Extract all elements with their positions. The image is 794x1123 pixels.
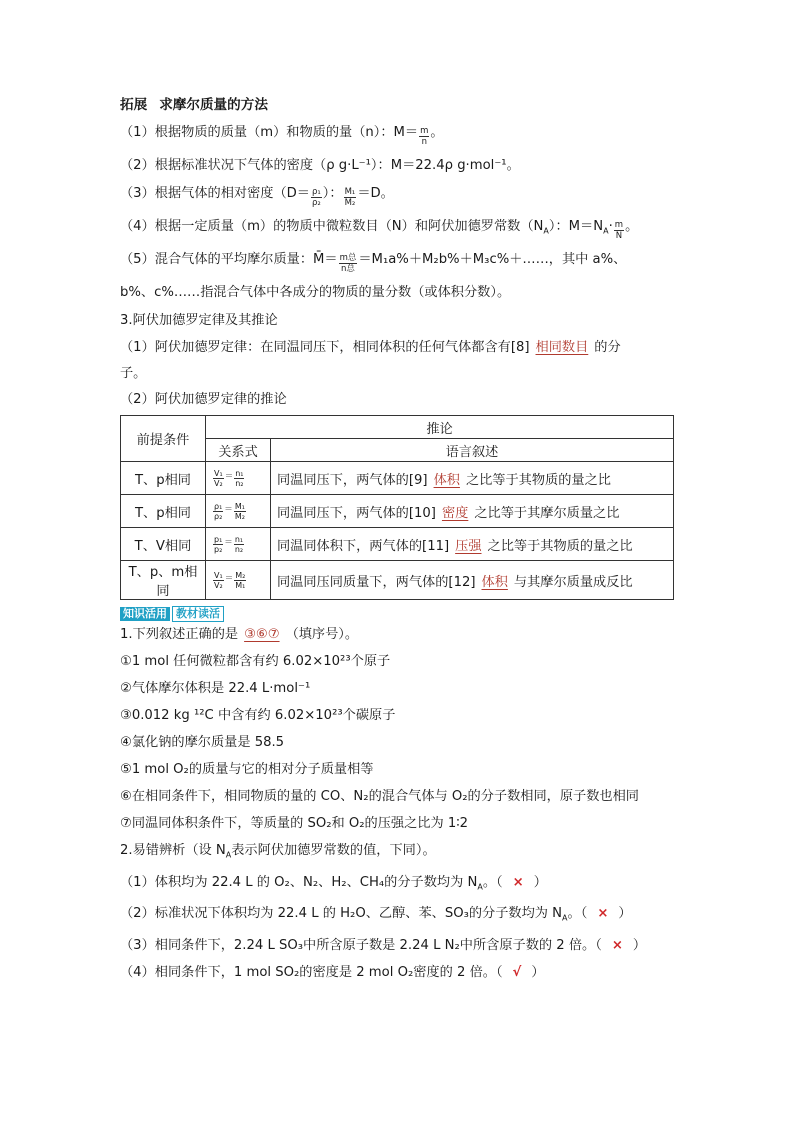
header-relation: 关系式	[206, 439, 271, 462]
row-condition: T、p相同	[121, 495, 206, 528]
row-relation: $\frac{\text{p₁}}{\text{p₂}}$ ＝ $\frac{\text{n₁}}{\text{n₂}}$	[206, 528, 271, 561]
method-4-mid: ）：M＝N	[548, 219, 604, 234]
table-row	[121, 495, 674, 528]
row-statement	[271, 462, 674, 495]
law-statement-continued: 子。	[120, 366, 147, 381]
fraction-num: p₁	[214, 534, 223, 544]
fraction-num: ρ₁	[214, 501, 223, 511]
question-2-heading-text: 2.易错辨析（设 N	[120, 843, 226, 858]
judgement-tail: 。（	[567, 906, 588, 922]
table-row	[121, 462, 674, 495]
judgement-text: （4）相同条件下，1 mol SO₂的密度是 2 mol O₂密度的 2 倍。（	[120, 964, 503, 980]
method-1-text: （1）根据物质的质量（m）和物质的量（n）：M＝	[120, 125, 419, 140]
list-item: ⑥在相同条件下，相同物质的量的 CO、N₂的混合气体与 O₂的分子数相同，原子数也相同	[120, 789, 639, 804]
law-suffix: 的分	[594, 340, 621, 355]
method-3-tail: ＝D。	[357, 186, 394, 201]
section-3-heading: 3.阿伏加德罗定律及其推论	[120, 313, 278, 328]
subscript: A	[225, 850, 232, 860]
cross-mark-icon: ×	[597, 906, 609, 922]
judgement-text: （1）体积均为 22.4 L 的 O₂、N₂、H₂、CH₄的分子数均为 N	[120, 874, 478, 890]
row-relation: $\frac{\text{V₁}}{\text{V₂}}$ ＝ $\frac{\text{n₁}}{\text{n₂}}$	[206, 462, 271, 495]
fraction-num: M₂	[235, 570, 246, 580]
method-5-continued-text: b%、c%……指混合气体中各成分的物质的量分数（或体积分数）。	[120, 285, 511, 300]
method-2	[120, 157, 680, 175]
method-1-tail: 。	[430, 125, 444, 140]
header-condition: 前提条件	[121, 416, 206, 462]
fraction-den: n总	[341, 264, 355, 274]
fraction-den: ρ₂	[311, 198, 321, 208]
section-badges	[120, 602, 680, 618]
method-2-text: （2）根据标准状况下气体的密度（ρ g·L⁻¹）：M＝22.4ρ g·mol⁻¹。	[120, 158, 520, 173]
fraction-num: m总	[339, 253, 357, 263]
fraction-den: N	[615, 231, 623, 241]
answer-blank: 压强	[455, 538, 482, 554]
table-row	[121, 561, 674, 600]
statement-pre: 同温同压下，两气体的[10]	[277, 505, 436, 521]
judgement-item	[120, 964, 680, 982]
document-page	[120, 96, 680, 982]
statement-post: 之比等于其摩尔质量之比	[474, 505, 620, 521]
question-1-prefix: 1.下列叙述正确的是	[120, 627, 239, 642]
header-inference: 推论	[206, 416, 674, 439]
question-2-heading-tail: 表示阿伏加德罗常数的值，下同）。	[231, 843, 436, 858]
cross-mark-icon: ×	[611, 937, 623, 953]
law-prefix: （1）阿伏加德罗定律：在同温同压下，相同体积的任何气体都含有[8]	[120, 340, 530, 355]
judgement-tail: 。（	[482, 874, 503, 890]
law-statement	[120, 339, 680, 357]
method-5-tail: ＝M₁a%＋M₂b%＋M₃c%＋……，其中 a%、	[358, 252, 627, 267]
judgement-text: （3）相同条件下，2.24 L SO₃中所含原子数是 2.24 L N₂中所含原子数的 2 倍。（	[120, 937, 602, 953]
fraction-den: ρ₂	[214, 511, 223, 521]
row-relation: $\frac{\text{ρ₁}}{\text{ρ₂}}$ ＝ $\frac{\text{M₁}}{\text{M₂}}$	[206, 495, 271, 528]
fraction-num: V₁	[214, 570, 223, 580]
method-1	[120, 124, 680, 147]
list-item: ①1 mol 任何微粒都含有约 6.02×10²³个原子	[120, 654, 391, 669]
method-4-dot: ·	[608, 219, 613, 234]
answer-blank: 体积	[481, 574, 508, 590]
row-condition: T、V相同	[121, 528, 206, 561]
fraction-den: n	[421, 137, 427, 147]
fraction	[311, 187, 322, 208]
badge-knowledge-use: 知识活用	[120, 607, 170, 621]
badge-textbook-reading: 教材读活	[172, 606, 224, 622]
statement-post: 之比等于其物质的量之比	[487, 538, 633, 554]
fraction-num: m	[420, 126, 429, 136]
method-5	[120, 251, 680, 274]
judgement-close: ）	[531, 964, 545, 980]
row-condition: T、p、m相同	[121, 561, 206, 600]
extension-tag: 拓展	[120, 97, 148, 113]
statement-pre: 同温同压同质量下，两气体的[12]	[277, 574, 476, 590]
statement-pre: 同温同体积下，两气体的[11]	[277, 538, 450, 554]
row-statement	[271, 495, 674, 528]
inference-table	[120, 415, 674, 600]
list-item: ⑦同温同体积条件下，等质量的 SO₂和 O₂的压强之比为 1∶2	[120, 816, 469, 831]
subscript: A	[562, 913, 568, 923]
question-2-heading	[120, 842, 680, 865]
method-4	[120, 218, 680, 241]
inference-heading: （2）阿伏加德罗定律的推论	[120, 392, 287, 407]
statement-post: 之比等于其物质的量之比	[465, 472, 611, 488]
method-3	[120, 185, 680, 208]
method-4-tail: 。	[625, 219, 639, 234]
question-1-suffix: （填序号）。	[285, 627, 359, 642]
fraction-num: ρ₁	[311, 187, 321, 197]
row-relation: $\frac{\text{V₁}}{\text{V₂}}$ ＝ $\frac{\text{M₂}}{\text{M₁}}$	[206, 561, 271, 600]
fraction-den: V₂	[214, 580, 223, 590]
method-5-continued	[120, 284, 680, 302]
header-statement: 语言叙述	[271, 439, 674, 462]
subscript: A	[543, 226, 549, 236]
fraction-num: M₁	[234, 501, 245, 511]
judgement-item	[120, 905, 680, 928]
answer-blank: 体积	[433, 472, 460, 488]
fraction-num: M₁	[344, 187, 356, 197]
judgement-close: ）	[632, 937, 647, 953]
fraction-den: n₂	[235, 478, 244, 488]
answer-blank: 相同数目	[535, 340, 589, 355]
table-header-row	[121, 416, 674, 439]
judgement-item	[120, 937, 680, 955]
subscript: A	[477, 882, 483, 892]
judgement-text: （2）标准状况下体积均为 22.4 L 的 H₂O、乙醇、苯、SO₃的分子数均为 N	[120, 906, 563, 922]
fraction	[419, 126, 429, 147]
fraction-den: p₂	[214, 544, 223, 554]
method-3-text: （3）根据气体的相对密度（D＝	[120, 186, 310, 201]
fraction	[344, 187, 357, 208]
fraction-num: V₁	[214, 468, 223, 478]
list-item: ⑤1 mol O₂的质量与它的相对分子质量相等	[120, 762, 374, 777]
judgement-close: ）	[533, 874, 547, 890]
statement-pre: 同温同压下，两气体的[9]	[277, 472, 428, 488]
method-4-text: （4）根据一定质量（m）的物质中微粒数目（N）和阿伏加德罗常数（N	[120, 219, 544, 234]
fraction	[614, 220, 624, 241]
method-5-text: （5）混合气体的平均摩尔质量：M̄＝	[120, 252, 338, 267]
fraction-den: V₂	[214, 478, 223, 488]
fraction	[339, 253, 358, 274]
extension-heading	[120, 96, 680, 114]
fraction-den: M₁	[235, 580, 246, 590]
judgement-item	[120, 874, 680, 897]
fraction-num: n₁	[234, 534, 244, 544]
list-item: ④氯化钠的摩尔质量是 58.5	[120, 735, 285, 750]
fraction-num: m	[614, 220, 624, 230]
statement-post: 与其摩尔质量成反比	[513, 574, 633, 590]
table-row	[121, 528, 674, 561]
extension-title: 求摩尔质量的方法	[159, 97, 268, 113]
fraction-den: n₂	[234, 544, 244, 554]
fraction-num: n₁	[235, 468, 244, 478]
row-condition: T、p相同	[121, 462, 206, 495]
answer-blank: ③⑥⑦	[244, 627, 280, 642]
answer-blank: 密度	[441, 505, 469, 521]
row-statement	[271, 528, 674, 561]
fraction-den: M₂	[344, 198, 356, 208]
list-item: ③0.012 kg ¹²C 中含有约 6.02×10²³个碳原子	[120, 708, 396, 723]
method-3-mid: ）：	[322, 186, 343, 201]
list-item: ②气体摩尔体积是 22.4 L·mol⁻¹	[120, 681, 311, 696]
check-mark-icon: √	[512, 964, 522, 980]
judgement-close: ）	[618, 906, 632, 922]
row-statement	[271, 561, 674, 600]
subscript: A	[603, 226, 609, 236]
cross-mark-icon: ×	[512, 874, 524, 890]
question-1	[120, 626, 680, 644]
fraction-den: M₂	[234, 511, 245, 521]
